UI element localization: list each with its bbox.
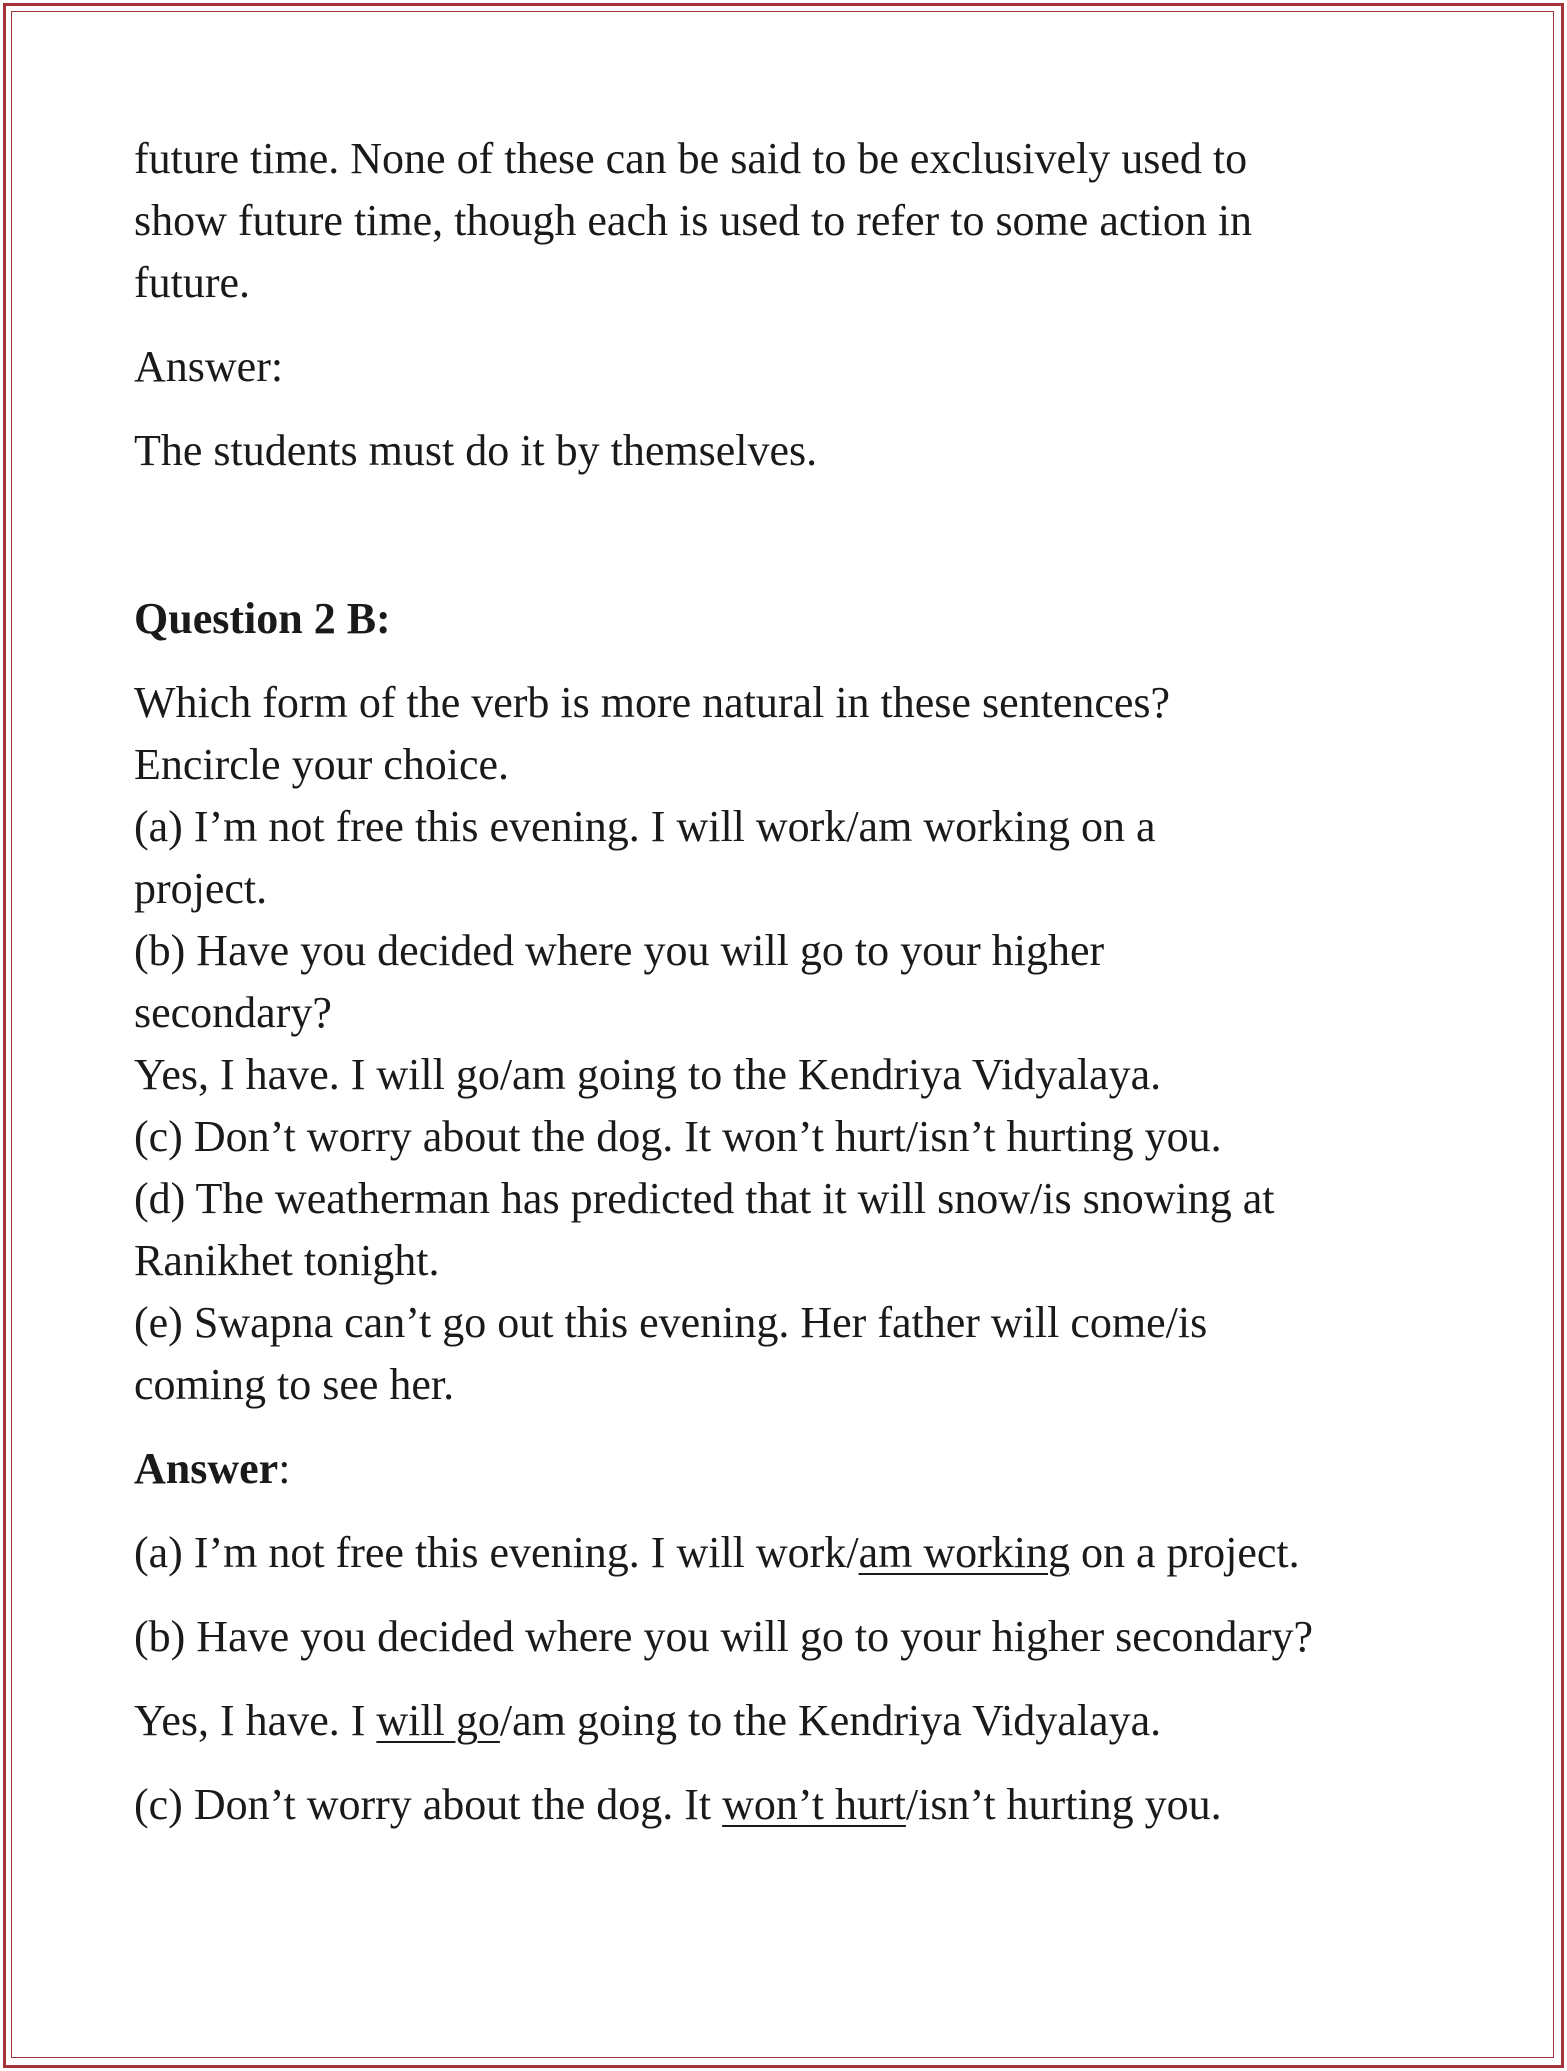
answer-text: (c) Don’t worry about the dog. It [134, 1780, 723, 1829]
answer-label-colon: : [278, 1444, 291, 1493]
answer-text: (a) I’m not free this evening. I will work/ [134, 1528, 859, 1577]
question-prompt: Encircle your choice. [134, 740, 510, 789]
document-body [134, 128, 1434, 1836]
answer-item-b-reply [134, 1690, 1434, 1752]
answer-text: /am going to the Kendriya Vidyalaya. [499, 1696, 1162, 1745]
question-item-b: secondary? [134, 988, 332, 1037]
answer-text: Yes, I have. I [134, 1696, 377, 1745]
question-item-d: Ranikhet tonight. [134, 1236, 440, 1285]
question-item-e: coming to see her. [134, 1360, 455, 1409]
question-item-b: (b) Have you decided where you will go to your higher [134, 926, 1105, 975]
answer-item-a [134, 1522, 1434, 1584]
question-item-a: (a) I’m not free this evening. I will work/am working on a [134, 802, 1156, 851]
question-item-b: Yes, I have. I will go/am going to the Kendriya Vidyalaya. [134, 1050, 1162, 1099]
question-item-e: (e) Swapna can’t go out this evening. Her father will come/is [134, 1298, 1208, 1347]
answer-choice: will go [376, 1696, 500, 1745]
answer-label: Answer [134, 1444, 279, 1493]
answer-text: The students must do it by themselves. [134, 426, 818, 475]
answer-choice: am working [858, 1528, 1070, 1577]
answer-text: on a project. [1069, 1528, 1300, 1577]
answer-choice: won’t hurt [722, 1780, 906, 1829]
intro-line: future. [134, 258, 251, 307]
answer-heading [134, 1438, 1434, 1500]
question-item-d: (d) The weatherman has predicted that it will snow/is snowing at [134, 1174, 1275, 1223]
question-title: Question 2 B: [134, 594, 391, 643]
answer-item-c [134, 1774, 1434, 1836]
intro-line: future time. None of these can be said to be exclusively used to [134, 134, 1248, 183]
question-prompt: Which form of the verb is more natural in these sentences? [134, 678, 1171, 727]
answer-label: Answer: [134, 342, 284, 391]
answer-item-b-question: (b) Have you decided where you will go to your higher secondary? [134, 1612, 1314, 1661]
answer-text: /isn’t hurting you. [905, 1780, 1222, 1829]
question-item-a: project. [134, 864, 268, 913]
intro-line: show future time, though each is used to refer to some action in [134, 196, 1253, 245]
question-item-c: (c) Don’t worry about the dog. It won’t hurt/isn’t hurting you. [134, 1112, 1222, 1161]
